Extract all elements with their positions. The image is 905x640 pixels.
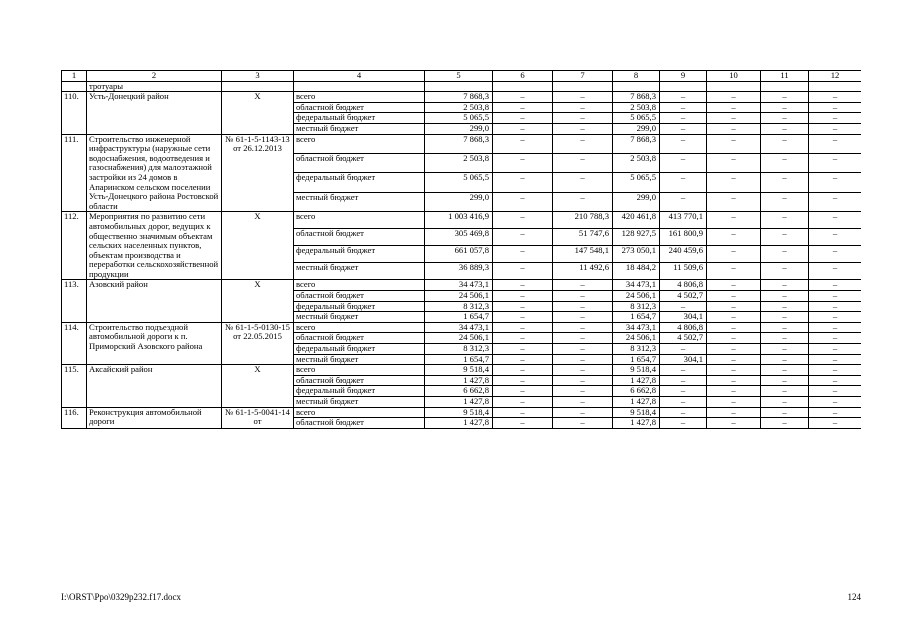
- amount-cell: –: [660, 375, 707, 386]
- entry-document: Х: [222, 365, 294, 407]
- amount-cell: –: [707, 134, 761, 153]
- amount-cell: –: [809, 375, 862, 386]
- amount-cell: –: [660, 407, 707, 418]
- amount-cell: –: [660, 134, 707, 153]
- amount-cell: 34 473,1: [613, 280, 660, 291]
- amount-cell: 1 654,7: [613, 354, 660, 365]
- entry-document: Х: [222, 212, 294, 280]
- amount-cell: –: [707, 113, 761, 124]
- entry-name: Азовский район: [87, 280, 222, 322]
- header-row: [62, 71, 862, 82]
- amount-cell: –: [553, 92, 613, 103]
- header-cell: 7: [553, 71, 613, 82]
- amount-cell: –: [707, 212, 761, 229]
- amount-cell: 24 506,1: [613, 333, 660, 344]
- amount-cell: 18 484,2: [613, 263, 660, 280]
- amount-cell: –: [660, 386, 707, 397]
- header-cell: 4: [294, 71, 425, 82]
- amount-cell: –: [809, 246, 862, 263]
- table-row: [62, 134, 862, 153]
- amount-cell: 8 312,3: [425, 301, 493, 312]
- entry-number: 114.: [62, 322, 87, 364]
- continuation-text: тротуары: [87, 81, 222, 92]
- amount-cell: 147 548,1: [553, 246, 613, 263]
- budget-source: местный бюджет: [294, 354, 425, 365]
- amount-cell: –: [809, 386, 862, 397]
- amount-cell: –: [761, 173, 809, 192]
- amount-cell: 1 427,8: [425, 375, 493, 386]
- header-cell: 10: [707, 71, 761, 82]
- amount-cell: –: [553, 407, 613, 418]
- amount-cell: –: [553, 192, 613, 211]
- amount-cell: –: [493, 102, 553, 113]
- amount-cell: –: [707, 322, 761, 333]
- amount-cell: –: [761, 92, 809, 103]
- page-number: 124: [847, 592, 861, 602]
- header-cell: 8: [613, 71, 660, 82]
- amount-cell: –: [707, 418, 761, 429]
- amount-cell: –: [493, 280, 553, 291]
- amount-cell: –: [761, 312, 809, 323]
- amount-cell: –: [809, 322, 862, 333]
- amount-cell: –: [553, 397, 613, 408]
- entry-document: № 61-1-5-0041-14 от: [222, 407, 294, 428]
- table-row: [62, 365, 862, 376]
- amount-cell: –: [707, 312, 761, 323]
- budget-source: всего: [294, 365, 425, 376]
- amount-cell: 2 503,8: [425, 154, 493, 173]
- entry-number: 111.: [62, 134, 87, 212]
- amount-cell: –: [707, 333, 761, 344]
- amount-cell: –: [707, 407, 761, 418]
- entry-name: Реконструкция автомобильной дороги: [87, 407, 222, 428]
- amount-cell: –: [761, 154, 809, 173]
- amount-cell: –: [553, 344, 613, 355]
- amount-cell: 34 473,1: [425, 322, 493, 333]
- amount-cell: 413 770,1: [660, 212, 707, 229]
- amount-cell: 9 518,4: [613, 365, 660, 376]
- amount-cell: –: [761, 113, 809, 124]
- amount-cell: –: [761, 354, 809, 365]
- amount-cell: 1 003 416,9: [425, 212, 493, 229]
- amount-cell: –: [809, 418, 862, 429]
- amount-cell: –: [660, 365, 707, 376]
- amount-cell: –: [493, 386, 553, 397]
- entry-number: 116.: [62, 407, 87, 428]
- amount-cell: –: [553, 354, 613, 365]
- footer-file-path: I:\ORST\Ppo\0329p232.f17.docx: [61, 592, 182, 602]
- amount-cell: –: [493, 173, 553, 192]
- amount-cell: 6 662,8: [425, 386, 493, 397]
- amount-cell: –: [553, 386, 613, 397]
- amount-cell: 304,1: [660, 354, 707, 365]
- amount-cell: –: [761, 407, 809, 418]
- amount-cell: –: [553, 291, 613, 302]
- amount-cell: 128 927,5: [613, 229, 660, 246]
- amount-cell: –: [553, 102, 613, 113]
- amount-cell: –: [553, 154, 613, 173]
- amount-cell: –: [707, 301, 761, 312]
- entry-number: 110.: [62, 92, 87, 134]
- amount-cell: –: [660, 123, 707, 134]
- amount-cell: 24 506,1: [613, 291, 660, 302]
- amount-cell: –: [707, 229, 761, 246]
- amount-cell: –: [493, 154, 553, 173]
- amount-cell: –: [707, 344, 761, 355]
- budget-source: федеральный бюджет: [294, 386, 425, 397]
- amount-cell: –: [761, 123, 809, 134]
- amount-cell: 9 518,4: [425, 365, 493, 376]
- amount-cell: –: [809, 113, 862, 124]
- amount-cell: 2 503,8: [613, 154, 660, 173]
- amount-cell: 24 506,1: [425, 333, 493, 344]
- amount-cell: 1 427,8: [613, 418, 660, 429]
- amount-cell: –: [553, 173, 613, 192]
- continuation-row: [62, 81, 862, 92]
- amount-cell: –: [493, 365, 553, 376]
- budget-source: всего: [294, 407, 425, 418]
- amount-cell: –: [493, 123, 553, 134]
- amount-cell: –: [809, 280, 862, 291]
- amount-cell: 11 492,6: [553, 263, 613, 280]
- amount-cell: –: [660, 397, 707, 408]
- amount-cell: –: [809, 173, 862, 192]
- amount-cell: –: [707, 365, 761, 376]
- amount-cell: –: [553, 322, 613, 333]
- amount-cell: –: [707, 354, 761, 365]
- amount-cell: –: [707, 154, 761, 173]
- table-row: [62, 212, 862, 229]
- amount-cell: 34 473,1: [425, 280, 493, 291]
- amount-cell: 1 427,8: [613, 375, 660, 386]
- amount-cell: 299,0: [613, 123, 660, 134]
- amount-cell: –: [707, 263, 761, 280]
- amount-cell: –: [707, 192, 761, 211]
- amount-cell: –: [809, 212, 862, 229]
- amount-cell: –: [553, 333, 613, 344]
- amount-cell: 299,0: [613, 192, 660, 211]
- budget-source: областной бюджет: [294, 418, 425, 429]
- amount-cell: –: [761, 192, 809, 211]
- amount-cell: 34 473,1: [613, 322, 660, 333]
- amount-cell: 304,1: [660, 312, 707, 323]
- entry-document: № 61-1-5-1143-13 от 26.12.2013: [222, 134, 294, 212]
- table-row: [62, 280, 862, 291]
- budget-source: местный бюджет: [294, 397, 425, 408]
- amount-cell: –: [493, 134, 553, 153]
- amount-cell: –: [493, 192, 553, 211]
- amount-cell: –: [493, 113, 553, 124]
- budget-table: [61, 70, 861, 429]
- amount-cell: –: [493, 322, 553, 333]
- amount-cell: –: [761, 375, 809, 386]
- table-row: [62, 322, 862, 333]
- entry-document: Х: [222, 280, 294, 322]
- amount-cell: 1 427,8: [613, 397, 660, 408]
- amount-cell: –: [809, 312, 862, 323]
- amount-cell: 7 868,3: [425, 92, 493, 103]
- budget-source: местный бюджет: [294, 263, 425, 280]
- budget-source: всего: [294, 212, 425, 229]
- amount-cell: 299,0: [425, 123, 493, 134]
- amount-cell: 4 806,8: [660, 280, 707, 291]
- amount-cell: –: [493, 246, 553, 263]
- amount-cell: –: [660, 192, 707, 211]
- amount-cell: 11 509,6: [660, 263, 707, 280]
- amount-cell: –: [707, 92, 761, 103]
- amount-cell: –: [493, 407, 553, 418]
- budget-source: областной бюджет: [294, 154, 425, 173]
- amount-cell: 4 806,8: [660, 322, 707, 333]
- entry-name: Строительство инженерной инфраструктуры (наружные сети водоснабжения, водоотведения и газоснабжения) для малоэтажной застройки из 24 домов в Апаринском сельском поселении Усть-Донецкого района Ростовской области: [87, 134, 222, 212]
- amount-cell: 5 065,5: [613, 173, 660, 192]
- amount-cell: –: [761, 386, 809, 397]
- amount-cell: –: [761, 322, 809, 333]
- amount-cell: –: [707, 291, 761, 302]
- amount-cell: –: [761, 291, 809, 302]
- budget-source: федеральный бюджет: [294, 301, 425, 312]
- amount-cell: 36 889,3: [425, 263, 493, 280]
- amount-cell: 7 868,3: [425, 134, 493, 153]
- amount-cell: –: [809, 365, 862, 376]
- amount-cell: 210 788,3: [553, 212, 613, 229]
- amount-cell: –: [761, 333, 809, 344]
- amount-cell: –: [809, 123, 862, 134]
- budget-source: федеральный бюджет: [294, 173, 425, 192]
- amount-cell: –: [809, 344, 862, 355]
- amount-cell: 6 662,8: [613, 386, 660, 397]
- amount-cell: –: [761, 344, 809, 355]
- amount-cell: 9 518,4: [613, 407, 660, 418]
- amount-cell: –: [660, 173, 707, 192]
- amount-cell: –: [660, 113, 707, 124]
- amount-cell: 1 654,7: [425, 354, 493, 365]
- header-cell: 1: [62, 71, 87, 82]
- amount-cell: –: [809, 397, 862, 408]
- amount-cell: –: [809, 354, 862, 365]
- amount-cell: –: [493, 344, 553, 355]
- amount-cell: –: [493, 375, 553, 386]
- table-row: [62, 407, 862, 418]
- amount-cell: –: [761, 280, 809, 291]
- amount-cell: 5 065,5: [425, 113, 493, 124]
- amount-cell: –: [761, 263, 809, 280]
- entry-number: 112.: [62, 212, 87, 280]
- amount-cell: 661 057,8: [425, 246, 493, 263]
- amount-cell: –: [761, 134, 809, 153]
- amount-cell: 1 654,7: [613, 312, 660, 323]
- header-cell: 5: [425, 71, 493, 82]
- amount-cell: 5 065,5: [425, 173, 493, 192]
- entry-name: Мероприятия по развитию сети автомобильных дорог, ведущих к общественно значимым объектам сельских населенных пунктов, объектам производства и переработки сельскохозяйственной продукции: [87, 212, 222, 280]
- amount-cell: –: [761, 397, 809, 408]
- amount-cell: –: [761, 246, 809, 263]
- entry-document: Х: [222, 92, 294, 134]
- amount-cell: –: [761, 102, 809, 113]
- amount-cell: –: [660, 418, 707, 429]
- header-cell: 3: [222, 71, 294, 82]
- amount-cell: –: [553, 301, 613, 312]
- amount-cell: 24 506,1: [425, 291, 493, 302]
- header-cell: 12: [809, 71, 862, 82]
- amount-cell: 240 459,6: [660, 246, 707, 263]
- amount-cell: –: [660, 154, 707, 173]
- amount-cell: 420 461,8: [613, 212, 660, 229]
- entry-name: Строительство подъездной автомобильной дороги к п. Приморский Азовского района: [87, 322, 222, 364]
- amount-cell: –: [761, 365, 809, 376]
- amount-cell: –: [493, 418, 553, 429]
- amount-cell: –: [493, 291, 553, 302]
- header-cell: 6: [493, 71, 553, 82]
- amount-cell: 51 747,6: [553, 229, 613, 246]
- amount-cell: –: [809, 102, 862, 113]
- budget-source: всего: [294, 134, 425, 153]
- amount-cell: –: [660, 102, 707, 113]
- budget-source: областной бюджет: [294, 291, 425, 302]
- amount-cell: 1 654,7: [425, 312, 493, 323]
- amount-cell: –: [761, 229, 809, 246]
- amount-cell: –: [493, 263, 553, 280]
- amount-cell: –: [761, 301, 809, 312]
- amount-cell: 7 868,3: [613, 134, 660, 153]
- amount-cell: –: [553, 375, 613, 386]
- amount-cell: 4 502,7: [660, 291, 707, 302]
- header-cell: 9: [660, 71, 707, 82]
- amount-cell: –: [707, 123, 761, 134]
- amount-cell: –: [809, 407, 862, 418]
- budget-source: всего: [294, 92, 425, 103]
- amount-cell: –: [493, 301, 553, 312]
- budget-source: федеральный бюджет: [294, 246, 425, 263]
- amount-cell: –: [809, 291, 862, 302]
- amount-cell: –: [493, 397, 553, 408]
- budget-source: всего: [294, 280, 425, 291]
- entry-name: Аксайский район: [87, 365, 222, 407]
- amount-cell: –: [809, 229, 862, 246]
- amount-cell: –: [553, 418, 613, 429]
- amount-cell: –: [809, 333, 862, 344]
- amount-cell: –: [809, 134, 862, 153]
- amount-cell: 8 312,3: [425, 344, 493, 355]
- amount-cell: –: [493, 229, 553, 246]
- budget-source: всего: [294, 322, 425, 333]
- amount-cell: –: [809, 92, 862, 103]
- amount-cell: –: [707, 397, 761, 408]
- amount-cell: 1 427,8: [425, 397, 493, 408]
- amount-cell: –: [660, 92, 707, 103]
- amount-cell: –: [707, 386, 761, 397]
- amount-cell: –: [809, 263, 862, 280]
- amount-cell: 9 518,4: [425, 407, 493, 418]
- entry-number: 113.: [62, 280, 87, 322]
- amount-cell: –: [660, 344, 707, 355]
- amount-cell: –: [707, 246, 761, 263]
- budget-source: областной бюджет: [294, 229, 425, 246]
- amount-cell: –: [493, 212, 553, 229]
- amount-cell: 8 312,3: [613, 301, 660, 312]
- budget-source: местный бюджет: [294, 192, 425, 211]
- document-page: [61, 70, 861, 575]
- amount-cell: 8 312,3: [613, 344, 660, 355]
- budget-source: местный бюджет: [294, 123, 425, 134]
- amount-cell: 305 469,8: [425, 229, 493, 246]
- amount-cell: –: [707, 173, 761, 192]
- amount-cell: –: [707, 280, 761, 291]
- amount-cell: 7 868,3: [613, 92, 660, 103]
- amount-cell: –: [761, 418, 809, 429]
- entry-name: Усть-Донецкий район: [87, 92, 222, 134]
- amount-cell: –: [761, 212, 809, 229]
- amount-cell: –: [660, 301, 707, 312]
- budget-source: областной бюджет: [294, 375, 425, 386]
- budget-source: местный бюджет: [294, 312, 425, 323]
- entry-number: 115.: [62, 365, 87, 407]
- amount-cell: –: [493, 92, 553, 103]
- budget-source: областной бюджет: [294, 102, 425, 113]
- budget-source: федеральный бюджет: [294, 344, 425, 355]
- table-row: [62, 92, 862, 103]
- amount-cell: 2 503,8: [613, 102, 660, 113]
- amount-cell: –: [553, 280, 613, 291]
- amount-cell: 4 502,7: [660, 333, 707, 344]
- header-cell: 11: [761, 71, 809, 82]
- amount-cell: –: [809, 301, 862, 312]
- amount-cell: –: [707, 102, 761, 113]
- amount-cell: –: [553, 312, 613, 323]
- amount-cell: 5 065,5: [613, 113, 660, 124]
- amount-cell: –: [493, 312, 553, 323]
- amount-cell: –: [493, 354, 553, 365]
- budget-source: федеральный бюджет: [294, 113, 425, 124]
- amount-cell: –: [553, 365, 613, 376]
- amount-cell: –: [707, 375, 761, 386]
- amount-cell: –: [553, 134, 613, 153]
- amount-cell: 273 050,1: [613, 246, 660, 263]
- entry-document: № 61-1-5-0130-15 от 22.05.2015: [222, 322, 294, 364]
- amount-cell: –: [553, 113, 613, 124]
- amount-cell: 1 427,8: [425, 418, 493, 429]
- amount-cell: –: [809, 192, 862, 211]
- amount-cell: 299,0: [425, 192, 493, 211]
- budget-source: областной бюджет: [294, 333, 425, 344]
- amount-cell: 2 503,8: [425, 102, 493, 113]
- amount-cell: –: [493, 333, 553, 344]
- amount-cell: –: [809, 154, 862, 173]
- amount-cell: 161 800,9: [660, 229, 707, 246]
- amount-cell: –: [553, 123, 613, 134]
- header-cell: 2: [87, 71, 222, 82]
